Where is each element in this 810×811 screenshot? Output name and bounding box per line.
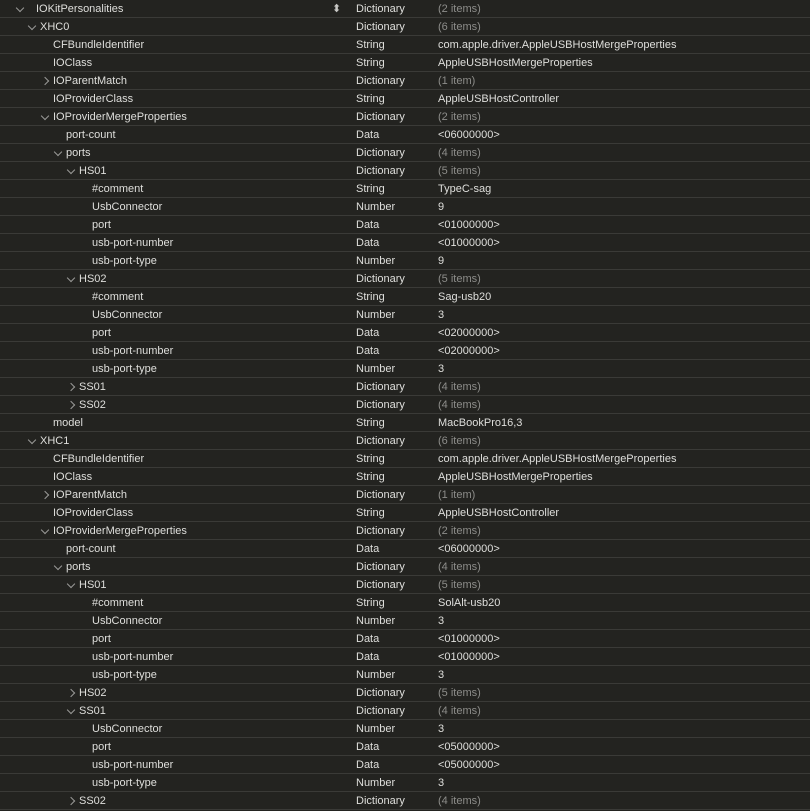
row-key[interactable]: ports: [66, 561, 91, 573]
plist-row[interactable]: [0, 558, 810, 576]
row-key[interactable]: model: [53, 417, 83, 429]
plist-row[interactable]: [0, 720, 810, 738]
plist-row[interactable]: [0, 342, 810, 360]
row-key[interactable]: usb-port-number: [92, 651, 174, 663]
row-key[interactable]: #comment: [92, 183, 144, 195]
row-key[interactable]: port-count: [66, 543, 116, 555]
plist-row[interactable]: [0, 288, 810, 306]
row-value[interactable]: 9: [438, 201, 445, 213]
row-value[interactable]: <05000000>: [438, 741, 500, 753]
plist-row[interactable]: [0, 774, 810, 792]
row-type[interactable]: Number: [356, 669, 396, 681]
plist-row[interactable]: [0, 162, 810, 180]
disclosure-expanded-icon[interactable]: [27, 432, 37, 449]
row-type[interactable]: Number: [356, 309, 396, 321]
row-key[interactable]: SS01: [79, 705, 106, 717]
row-value[interactable]: com.apple.driver.AppleUSBHostMergeProperties: [438, 39, 677, 51]
row-key[interactable]: usb-port-type: [92, 777, 157, 789]
plist-row[interactable]: [0, 468, 810, 486]
disclosure-expanded-icon[interactable]: [66, 270, 76, 287]
disclosure-collapsed-icon[interactable]: [66, 792, 76, 809]
row-type[interactable]: Data: [356, 327, 380, 339]
row-type[interactable]: String: [356, 597, 385, 609]
row-key[interactable]: HS02: [79, 687, 107, 699]
row-type[interactable]: Dictionary: [356, 111, 405, 123]
row-value: (4 items): [438, 795, 481, 807]
disclosure-expanded-icon[interactable]: [53, 558, 63, 575]
plist-row[interactable]: [0, 126, 810, 144]
row-type[interactable]: Dictionary: [356, 687, 405, 699]
row-value[interactable]: AppleUSBHostController: [438, 507, 560, 519]
row-key[interactable]: port: [92, 219, 111, 231]
row-key[interactable]: port-count: [66, 129, 116, 141]
row-key[interactable]: XHC0: [40, 21, 70, 33]
row-value: (4 items): [438, 399, 481, 411]
disclosure-collapsed-icon[interactable]: [66, 684, 76, 701]
up-down-chevron-icon[interactable]: ⬍: [332, 3, 342, 15]
row-key[interactable]: #comment: [92, 291, 144, 303]
row-key[interactable]: HS02: [79, 273, 107, 285]
row-type[interactable]: Data: [356, 633, 380, 645]
plist-row[interactable]: [0, 144, 810, 162]
row-type[interactable]: Number: [356, 615, 396, 627]
row-type[interactable]: Data: [356, 237, 380, 249]
row-value[interactable]: <01000000>: [438, 219, 500, 231]
disclosure-expanded-icon[interactable]: [40, 108, 50, 125]
row-value[interactable]: <01000000>: [438, 633, 500, 645]
row-type[interactable]: Dictionary: [356, 399, 405, 411]
row-key[interactable]: UsbConnector: [92, 615, 163, 627]
row-type[interactable]: Dictionary: [356, 489, 405, 501]
plist-row[interactable]: [0, 36, 810, 54]
row-value[interactable]: <05000000>: [438, 759, 500, 771]
row-value[interactable]: AppleUSBHostMergeProperties: [438, 57, 593, 69]
row-type[interactable]: Dictionary: [356, 147, 405, 159]
row-type[interactable]: String: [356, 93, 385, 105]
row-value: (2 items): [438, 525, 481, 537]
row-value: (4 items): [438, 561, 481, 573]
plist-row[interactable]: [0, 324, 810, 342]
row-type[interactable]: Number: [356, 201, 396, 213]
row-value[interactable]: <02000000>: [438, 327, 500, 339]
row-type[interactable]: Dictionary: [356, 165, 405, 177]
row-key[interactable]: CFBundleIdentifier: [53, 453, 145, 465]
plist-row[interactable]: [0, 216, 810, 234]
row-key[interactable]: IOProviderClass: [53, 507, 134, 519]
row-key[interactable]: HS01: [79, 579, 107, 591]
row-value[interactable]: <06000000>: [438, 129, 500, 141]
row-type[interactable]: Dictionary: [356, 561, 405, 573]
row-value: (6 items): [438, 435, 481, 447]
row-value: (6 items): [438, 21, 481, 33]
row-key[interactable]: SS01: [79, 381, 106, 393]
plist-row[interactable]: [0, 486, 810, 504]
row-type[interactable]: Dictionary: [356, 3, 405, 15]
row-type[interactable]: Dictionary: [356, 579, 405, 591]
plist-row[interactable]: [0, 738, 810, 756]
row-value[interactable]: <01000000>: [438, 651, 500, 663]
row-key[interactable]: port: [92, 741, 111, 753]
row-value: (1 item): [438, 75, 476, 87]
plist-row[interactable]: [0, 756, 810, 774]
row-value[interactable]: 3: [438, 615, 445, 627]
plist-row[interactable]: [0, 396, 810, 414]
row-value[interactable]: <06000000>: [438, 543, 500, 555]
disclosure-expanded-icon[interactable]: [53, 144, 63, 161]
row-key[interactable]: port: [92, 633, 111, 645]
plist-row[interactable]: [0, 666, 810, 684]
plist-row[interactable]: [0, 252, 810, 270]
row-key[interactable]: UsbConnector: [92, 309, 163, 321]
row-type[interactable]: Dictionary: [356, 705, 405, 717]
row-type[interactable]: Dictionary: [356, 795, 405, 807]
row-key[interactable]: IOClass: [53, 57, 93, 69]
plist-row[interactable]: [0, 702, 810, 720]
row-type[interactable]: String: [356, 471, 385, 483]
row-key[interactable]: IOProviderMergeProperties: [53, 111, 187, 123]
row-key[interactable]: usb-port-number: [92, 345, 174, 357]
row-type[interactable]: Data: [356, 759, 380, 771]
plist-row[interactable]: [0, 432, 810, 450]
row-type[interactable]: Dictionary: [356, 273, 405, 285]
plist-row[interactable]: [0, 270, 810, 288]
disclosure-collapsed-icon[interactable]: [40, 72, 50, 89]
row-key[interactable]: XHC1: [40, 435, 70, 447]
plist-row[interactable]: [0, 0, 810, 18]
row-type[interactable]: String: [356, 39, 385, 51]
row-key[interactable]: IOProviderClass: [53, 93, 134, 105]
plist-row[interactable]: [0, 360, 810, 378]
row-type[interactable]: String: [356, 417, 385, 429]
row-type[interactable]: String: [356, 291, 385, 303]
row-type[interactable]: Dictionary: [356, 75, 405, 87]
row-key[interactable]: CFBundleIdentifier: [53, 39, 145, 51]
disclosure-expanded-icon[interactable]: [66, 576, 76, 593]
plist-row[interactable]: [0, 630, 810, 648]
row-key[interactable]: IOClass: [53, 471, 93, 483]
plist-row[interactable]: [0, 72, 810, 90]
row-type[interactable]: Data: [356, 543, 380, 555]
row-key[interactable]: SS02: [79, 399, 106, 411]
plist-row[interactable]: [0, 684, 810, 702]
plist-row[interactable]: [0, 18, 810, 36]
plist-row[interactable]: [0, 612, 810, 630]
row-type[interactable]: Dictionary: [356, 525, 405, 537]
plist-row[interactable]: [0, 306, 810, 324]
plist-row[interactable]: [0, 450, 810, 468]
row-type[interactable]: String: [356, 183, 385, 195]
row-key[interactable]: IOParentMatch: [53, 489, 127, 501]
row-value[interactable]: SolAlt-usb20: [438, 597, 501, 609]
row-key[interactable]: usb-port-number: [92, 759, 174, 771]
row-key[interactable]: usb-port-type: [92, 669, 157, 681]
plist-row[interactable]: [0, 108, 810, 126]
row-key[interactable]: UsbConnector: [92, 723, 163, 735]
row-type[interactable]: Number: [356, 363, 396, 375]
row-type[interactable]: String: [356, 507, 385, 519]
row-value[interactable]: TypeC-sag: [438, 183, 492, 195]
row-value[interactable]: Sag-usb20: [438, 291, 492, 303]
row-key[interactable]: IOKitPersonalities: [36, 3, 124, 15]
plist-row[interactable]: [0, 198, 810, 216]
disclosure-collapsed-icon[interactable]: [66, 378, 76, 395]
row-value: (5 items): [438, 273, 481, 285]
disclosure-expanded-icon[interactable]: [66, 702, 76, 719]
row-value[interactable]: MacBookPro16,3: [438, 417, 523, 429]
plist-row[interactable]: [0, 648, 810, 666]
disclosure-expanded-icon[interactable]: [27, 18, 37, 35]
row-value[interactable]: <01000000>: [438, 237, 500, 249]
row-type[interactable]: Dictionary: [356, 435, 405, 447]
row-value[interactable]: AppleUSBHostMergeProperties: [438, 471, 593, 483]
row-value[interactable]: 3: [438, 309, 445, 321]
row-type[interactable]: Data: [356, 129, 380, 141]
plist-row[interactable]: [0, 90, 810, 108]
disclosure-collapsed-icon[interactable]: [40, 486, 50, 503]
row-type[interactable]: Number: [356, 255, 396, 267]
plist-row[interactable]: [0, 54, 810, 72]
plist-row[interactable]: [0, 522, 810, 540]
row-key[interactable]: usb-port-number: [92, 237, 174, 249]
row-key[interactable]: port: [92, 327, 111, 339]
plist-row[interactable]: [0, 504, 810, 522]
row-type[interactable]: Number: [356, 777, 396, 789]
row-value: (5 items): [438, 687, 481, 699]
row-type[interactable]: String: [356, 453, 385, 465]
row-key[interactable]: IOProviderMergeProperties: [53, 525, 187, 537]
plist-row[interactable]: [0, 576, 810, 594]
row-key[interactable]: UsbConnector: [92, 201, 163, 213]
row-value: (1 item): [438, 489, 476, 501]
row-value: (5 items): [438, 579, 481, 591]
row-value: (4 items): [438, 147, 481, 159]
row-value[interactable]: 3: [438, 669, 445, 681]
row-value[interactable]: com.apple.driver.AppleUSBHostMergeProperties: [438, 453, 677, 465]
plist-row[interactable]: [0, 414, 810, 432]
row-type[interactable]: Data: [356, 219, 380, 231]
row-type[interactable]: Dictionary: [356, 21, 405, 33]
row-type[interactable]: Data: [356, 345, 380, 357]
row-type[interactable]: Data: [356, 651, 380, 663]
row-value[interactable]: 3: [438, 777, 445, 789]
row-value: (2 items): [438, 111, 481, 123]
disclosure-expanded-icon[interactable]: [15, 0, 25, 17]
row-key[interactable]: IOParentMatch: [53, 75, 127, 87]
row-type[interactable]: String: [356, 57, 385, 69]
row-value: (4 items): [438, 705, 481, 717]
row-value[interactable]: 3: [438, 723, 445, 735]
plist-row[interactable]: [0, 378, 810, 396]
plist-row[interactable]: [0, 540, 810, 558]
plist-row[interactable]: [0, 180, 810, 198]
plist-row[interactable]: [0, 594, 810, 612]
row-key[interactable]: SS02: [79, 795, 106, 807]
row-key[interactable]: usb-port-type: [92, 255, 157, 267]
row-type[interactable]: Data: [356, 741, 380, 753]
row-value: (2 items): [438, 3, 481, 15]
row-value[interactable]: AppleUSBHostController: [438, 93, 560, 105]
plist-row[interactable]: [0, 792, 810, 810]
row-value: (4 items): [438, 381, 481, 393]
row-value[interactable]: <02000000>: [438, 345, 500, 357]
row-value[interactable]: 9: [438, 255, 445, 267]
disclosure-collapsed-icon[interactable]: [66, 396, 76, 413]
disclosure-expanded-icon[interactable]: [66, 162, 76, 179]
row-value[interactable]: 3: [438, 363, 445, 375]
row-type[interactable]: Number: [356, 723, 396, 735]
row-value: (5 items): [438, 165, 481, 177]
row-key[interactable]: HS01: [79, 165, 107, 177]
row-type[interactable]: Dictionary: [356, 381, 405, 393]
row-key[interactable]: ports: [66, 147, 91, 159]
row-key[interactable]: usb-port-type: [92, 363, 157, 375]
row-key[interactable]: #comment: [92, 597, 144, 609]
plist-row[interactable]: [0, 234, 810, 252]
disclosure-expanded-icon[interactable]: [40, 522, 50, 539]
